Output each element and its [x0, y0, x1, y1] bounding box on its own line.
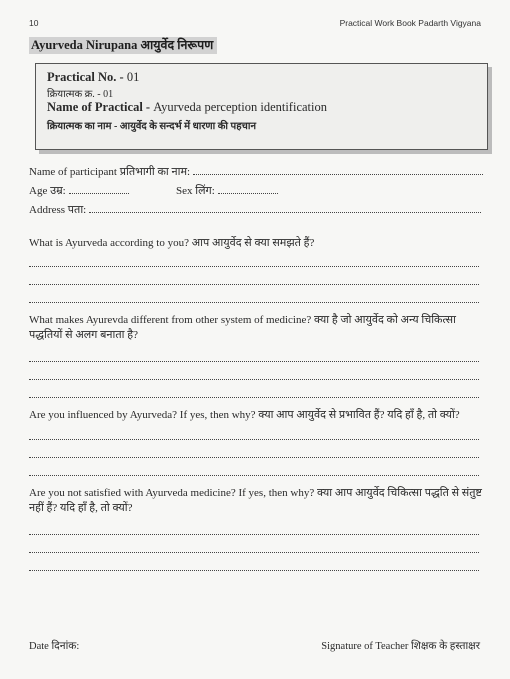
practical-number-hindi: क्रियात्मक क्र. - 01: [47, 89, 114, 100]
answer-line[interactable]: [29, 439, 479, 440]
practical-name-label: Name of Practical -: [47, 100, 154, 114]
running-header-title: Practical Work Book Padarth Vigyana: [339, 18, 481, 28]
teacher-signature-label: Signature of Teacher शिक्षक के हस्ताक्षर: [321, 641, 480, 652]
practical-name-value: Ayurveda perception identification: [153, 100, 327, 114]
answer-line[interactable]: [29, 302, 479, 303]
participant-name-field: [29, 164, 483, 179]
date-label: Date दिनांक:: [29, 641, 80, 652]
answer-line[interactable]: [29, 552, 479, 553]
age-label: Age उम्र:: [29, 185, 66, 197]
sex-field: [176, 183, 278, 198]
address-blank[interactable]: [89, 212, 481, 213]
answer-line[interactable]: [29, 361, 479, 362]
practical-number-value: 01: [126, 70, 140, 84]
answer-line[interactable]: [29, 397, 479, 398]
answer-line[interactable]: [29, 379, 479, 380]
practical-number: [47, 70, 139, 85]
chapter-heading: Ayurveda Nirupana आयुर्वेद निरूपण: [29, 37, 217, 54]
practical-name: [47, 100, 327, 115]
sex-blank[interactable]: [218, 193, 278, 194]
practical-info-box: [35, 63, 488, 150]
page-number: 10: [29, 18, 39, 28]
answer-line[interactable]: [29, 284, 479, 285]
answer-line[interactable]: [29, 266, 479, 267]
answer-line[interactable]: [29, 457, 479, 458]
question-4: Are you not satisfied with Ayurveda medicine? If yes, then why? क्या आप आयुर्वेद चिकित्सा पद्धति से संतुष्ट नहीं हैं? यदि हाँ है, तो क्यों?: [29, 487, 482, 514]
sex-label: Sex लिंग:: [176, 185, 215, 197]
age-blank[interactable]: [69, 193, 129, 194]
answer-line[interactable]: [29, 475, 479, 476]
practical-name-hindi: क्रियात्मक का नाम - आयुर्वेद के सन्दर्भ में धारणा की पहचान: [47, 121, 256, 132]
address-label: Address पता:: [29, 204, 87, 216]
answer-line[interactable]: [29, 534, 479, 535]
question-3: Are you influenced by Ayurveda? If yes, then why? क्या आप आयुर्वेद से प्रभावित हैं? यदि हाँ है, तो क्यों?: [29, 409, 460, 421]
practical-number-label: Practical No. -: [47, 70, 127, 84]
address-field: [29, 202, 481, 217]
question-2: What makes Ayurevda different from other system of medicine? क्या है जो आयुर्वेद को अन्य चिकित्सा पद्धतियों से अलग बनाता है?: [29, 314, 456, 341]
participant-name-blank[interactable]: [193, 174, 483, 175]
participant-name-label: Name of participant प्रतिभागी का नाम:: [29, 166, 191, 178]
answer-line[interactable]: [29, 570, 479, 571]
age-field: [29, 183, 129, 198]
question-1: What is Ayurveda according to you? आप आयुर्वेद से क्या समझते हैं?: [29, 237, 315, 249]
